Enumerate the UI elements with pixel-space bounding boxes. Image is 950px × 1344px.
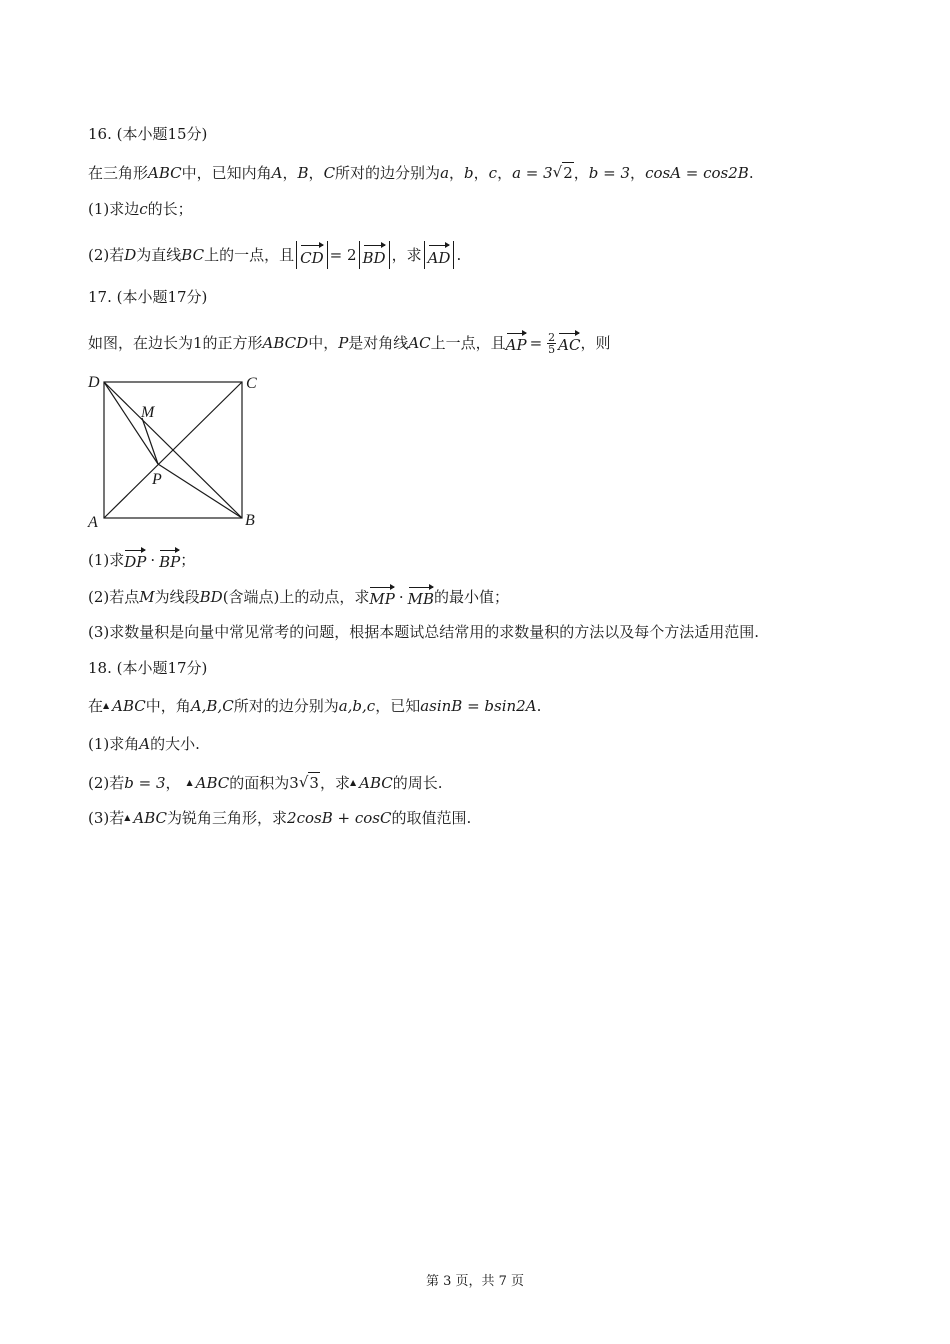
sqrt-3: √ 3 — [298, 773, 319, 792]
q16-part1 — [88, 199, 193, 219]
text: 所对的边分别为 — [233, 697, 339, 715]
label-d: D — [88, 374, 100, 391]
math-p: P — [338, 334, 349, 352]
q18-intro — [88, 696, 541, 716]
text: ； — [180, 551, 196, 569]
math-c: c — [139, 200, 148, 218]
sqrt-2: √ 2 — [552, 163, 573, 182]
text: 的大小. — [150, 735, 200, 753]
text: . — [748, 163, 754, 182]
q17-header — [88, 287, 207, 307]
q17-part1 — [88, 548, 195, 572]
text: ， — [630, 163, 646, 182]
q18-part2 — [88, 772, 443, 793]
text: 所对的边分别为 — [335, 163, 441, 182]
vector-ap: AP — [506, 331, 527, 355]
text: (2)若 — [88, 246, 125, 264]
q18-header-text: 18. (本小题17分) — [88, 659, 208, 677]
frac-den: 5 — [548, 342, 556, 356]
text: ， — [573, 163, 589, 182]
math-side-a: a — [440, 163, 450, 182]
label-a: A — [88, 514, 98, 530]
triangle-icon: ▲ — [349, 777, 357, 787]
text: ， — [165, 773, 181, 792]
text: (1)求角 — [88, 735, 140, 753]
q16-header-text: 16. (本小题15分) — [88, 125, 208, 143]
vector-dp: DP — [124, 548, 146, 572]
vector-mb: MB — [408, 585, 434, 609]
text: 在三角形 — [88, 163, 149, 182]
q16-part2 — [88, 241, 461, 269]
math-d: D — [124, 246, 137, 264]
text: 的最小值； — [434, 588, 510, 606]
vector-ad: AD — [428, 243, 451, 269]
vector-mp: MP — [369, 585, 394, 609]
math-cond-cos: cosA = cos2B — [645, 163, 749, 182]
label-p: P — [152, 471, 162, 488]
text: (2)若 — [88, 773, 125, 792]
label-m: M — [141, 404, 155, 421]
math-bd: BD — [199, 588, 223, 606]
text: ，则 — [580, 334, 611, 352]
text: (3)若 — [88, 809, 125, 827]
math-eq: = 2 — [329, 246, 357, 264]
q18-part3 — [88, 808, 471, 828]
math-abcd: ABCD — [262, 334, 309, 352]
math-side-c: c — [488, 163, 498, 182]
text: 为直线 — [136, 246, 182, 264]
triangle-icon: ▲ — [124, 813, 131, 822]
triangle-icon: ▲ — [186, 777, 193, 787]
q16-header — [88, 124, 207, 144]
math-cond-a: a = 3 — [512, 163, 553, 182]
q17-part3 — [88, 622, 759, 642]
text: ， — [308, 163, 324, 182]
vector-cd: CD — [300, 243, 324, 269]
segment-dp — [104, 382, 158, 464]
vector-bd: BD — [363, 243, 386, 269]
text: ， — [282, 163, 298, 182]
square-figure — [86, 370, 266, 534]
label-c: C — [246, 375, 257, 392]
abs-ad — [424, 241, 455, 269]
math-c: C — [323, 163, 336, 182]
math-cond: asinB = bsin2A — [420, 697, 537, 715]
math-bc: BC — [181, 246, 205, 264]
text: ， — [497, 163, 513, 182]
text: (2)若点 — [88, 588, 140, 606]
segment-mp — [142, 418, 158, 464]
frac-num: 2 — [548, 330, 556, 344]
math-dot: · — [398, 588, 404, 606]
text: 在 — [88, 697, 104, 715]
page-footer: 第 3 页，共 7 页 — [425, 1274, 525, 1289]
text: 中， — [308, 334, 339, 352]
math-m: M — [139, 588, 155, 606]
text: 为锐角三角形，求 — [167, 809, 288, 827]
math-side-b: b — [464, 163, 474, 182]
vector-ac: AC — [558, 331, 580, 355]
text: (含端点)上的动点，求 — [222, 588, 370, 606]
abs-cd — [296, 241, 328, 269]
math-b-eq: b = 3 — [124, 773, 166, 792]
text: 的取值范围. — [391, 809, 472, 827]
text: . — [536, 697, 542, 715]
q17-header-text: 17. (本小题17分) — [88, 288, 208, 306]
math-ac: AC — [408, 334, 431, 352]
abs-bd — [359, 241, 390, 269]
math-abc: ABC — [148, 163, 182, 182]
text: ， — [473, 163, 489, 182]
text: ，求 — [391, 246, 422, 264]
text: 的面积为3 — [229, 773, 299, 792]
math-a: A — [271, 163, 283, 182]
vector-bp: BP — [159, 548, 180, 572]
q18-part1 — [88, 734, 200, 754]
sqrt-value: 2 — [563, 164, 573, 182]
q17-part2 — [88, 585, 509, 609]
text: ， — [449, 163, 465, 182]
text: (1)求 — [88, 551, 125, 569]
triangle-icon: ▲ — [103, 701, 110, 710]
text: . — [456, 246, 462, 264]
math-a: A — [139, 735, 151, 753]
math-sides: a,b,c — [338, 697, 376, 715]
math-b: B — [297, 163, 309, 182]
text: 为线段 — [154, 588, 200, 606]
math-abc: ABC — [112, 697, 146, 715]
text: 的长； — [147, 200, 193, 218]
square-diagram — [86, 370, 266, 530]
text: 中，角 — [145, 697, 191, 715]
math-angles: A,B,C — [190, 697, 234, 715]
math-cond-b: b = 3 — [588, 163, 631, 182]
text: (1)求边 — [88, 200, 140, 218]
sqrt-value: 3 — [309, 774, 319, 792]
math-eq: = — [529, 334, 543, 352]
q16-intro — [88, 162, 754, 183]
text: 如图，在边长为1的正方形 — [88, 334, 263, 352]
text: 上的一点，且 — [204, 246, 295, 264]
label-b: B — [245, 512, 255, 529]
text: 中，已知内角 — [181, 163, 272, 182]
math-abc: ABC — [359, 773, 393, 792]
text: ，已知 — [375, 697, 421, 715]
math-abc: ABC — [133, 809, 168, 827]
text: (3)求数量积是向量中常见常考的问题，根据本题试总结常用的求数量积的方法以及每个方法适用范围. — [88, 623, 760, 641]
text: 的周长. — [392, 773, 443, 792]
text: 是对角线 — [348, 334, 409, 352]
fraction-2-5 — [547, 332, 556, 355]
segment-bp — [158, 464, 242, 518]
math-expr: 2cosB + cosC — [287, 809, 392, 827]
math-dot: · — [150, 551, 156, 569]
text: ，求 — [319, 773, 350, 792]
math-abc: ABC — [195, 773, 230, 792]
q18-header — [88, 658, 207, 678]
text: 上一点，且 — [430, 334, 506, 352]
q17-intro — [88, 331, 610, 355]
